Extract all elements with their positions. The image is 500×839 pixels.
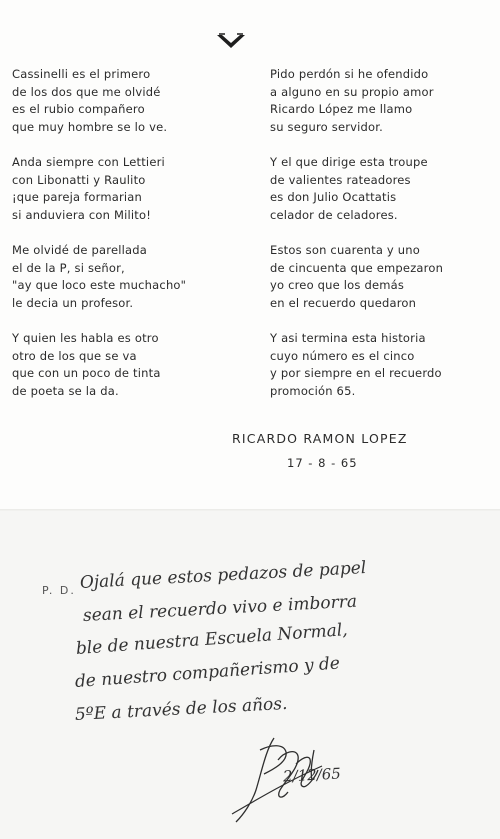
verse-line: promoción 65. <box>270 383 356 398</box>
verse-line: Y asi termina esta historia <box>270 330 426 345</box>
handwritten-line: de nuestro compañerismo y de <box>74 653 341 692</box>
verse-line: de poeta se la da. <box>12 383 119 398</box>
handwritten-line: sean el recuerdo vivo e imborra <box>82 591 358 626</box>
verse-line: con Libonatti y Raulito <box>12 172 146 187</box>
verse-line: Estos son cuarenta y uno <box>270 242 421 257</box>
stanza <box>12 154 222 224</box>
poem-date: 17 - 8 - 65 <box>287 456 358 470</box>
verse-line: otro de los que se va <box>12 348 137 363</box>
verse-line: Anda siempre con Lettieri <box>12 154 165 169</box>
verse-line: a alguno en su propio amor <box>270 84 434 99</box>
verse-line: Cassinelli es el primero <box>12 67 151 81</box>
verse-line: le decia un profesor. <box>12 295 134 310</box>
verse-line: yo creo que los demás <box>270 278 405 293</box>
poem-right-column <box>270 66 480 418</box>
stanza <box>12 66 222 136</box>
verse-line: su seguro servidor. <box>270 119 384 134</box>
stanza <box>270 242 480 312</box>
handwritten-line: ble de nuestra Escuela Normal, <box>75 620 349 659</box>
verse-line: "ay que loco este muchacho" <box>12 278 187 293</box>
stanza <box>12 330 222 400</box>
verse-line: ¡que pareja formarian <box>12 190 143 205</box>
verse-line: Pido perdón si he ofendido <box>270 67 429 81</box>
stanza <box>270 154 480 224</box>
verse-line: de valientes rateadores <box>270 172 411 187</box>
stanza <box>12 242 222 312</box>
handwritten-line: 5ºE a través de los años. <box>74 693 288 725</box>
verse-line: es el rubio compañero <box>12 102 145 117</box>
verse-line: de los dos que me olvidé <box>12 84 161 99</box>
verse-line: Ricardo López me llamo <box>270 102 413 117</box>
handwritten-postscript <box>74 558 500 732</box>
verse-line: Y quien les habla es otro <box>12 330 159 345</box>
verse-line: de cincuenta que empezaron <box>270 260 444 275</box>
signature-date: 2/12/65 <box>282 764 342 786</box>
verse-line: y por siempre en el recuerdo <box>270 366 442 381</box>
verse-line: cuyo número es el cinco <box>270 348 415 363</box>
verse-line: en el recuerdo quedaron <box>270 295 417 310</box>
verse-line: es don Julio Ocattatis <box>270 190 397 205</box>
verse-line: Y el que dirige esta troupe <box>270 154 428 169</box>
verse-line: Me olvidé de parellada <box>12 242 148 257</box>
verse-line: celador de celadores. <box>270 207 398 222</box>
postscript-label: P. D. <box>42 584 76 597</box>
page-divider <box>0 509 500 511</box>
verse-line: que con un poco de tinta <box>12 366 161 381</box>
verse-line: si anduviera con Milito! <box>12 207 152 222</box>
poem-left-column <box>12 66 222 418</box>
chevron-down-icon <box>216 33 246 49</box>
verse-line: el de la P, si señor, <box>12 260 125 275</box>
stanza <box>270 330 480 400</box>
handwritten-line: Ojalá que estos pedazos de papel <box>79 558 367 593</box>
author-name: RICARDO RAMON LOPEZ <box>232 431 408 446</box>
verse-line: que muy hombre se lo ve. <box>12 119 168 134</box>
stanza <box>270 66 480 136</box>
